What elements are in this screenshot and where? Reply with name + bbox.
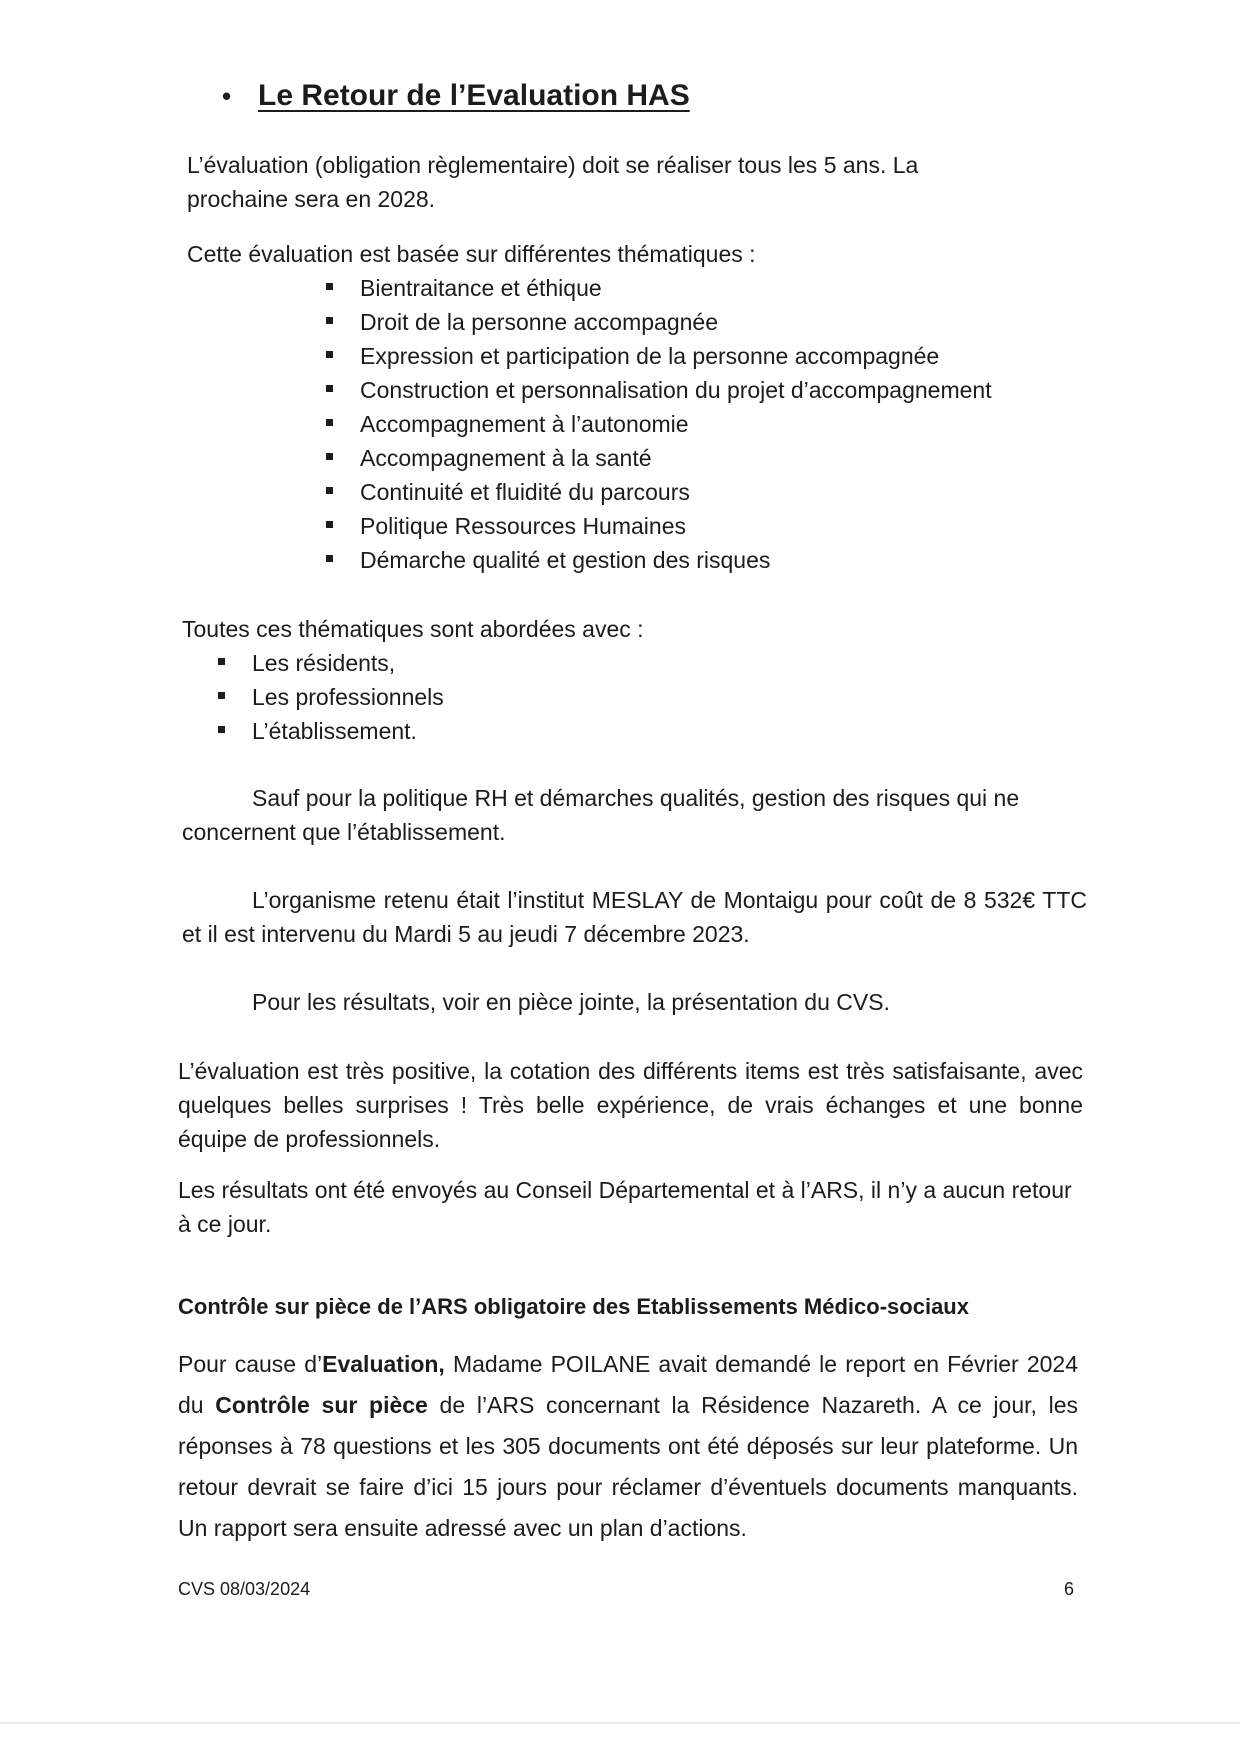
- list-item: Construction et personnalisation du projet d’accompagnement: [324, 373, 992, 407]
- list-item: Les résidents,: [216, 646, 444, 680]
- list-item: Accompagnement à la santé: [324, 441, 992, 475]
- control-paragraph: [178, 1344, 1078, 1549]
- list-item: Démarche qualité et gestion des risques: [324, 543, 992, 577]
- footer-date: CVS 08/03/2024: [178, 1579, 311, 1599]
- organisme-paragraph: L’organisme retenu était l’institut MESLAY de Montaigu pour coût de 8 532€ TTC et il est intervenu du Mardi 5 au jeudi 7 décembre 2023.: [182, 887, 1087, 947]
- themes-list: [324, 271, 992, 577]
- except-paragraph: Sauf pour la politique RH et démarches qualités, gestion des risques qui ne concernent que l’établissement.: [182, 785, 1020, 845]
- page-number: 6: [1064, 1579, 1075, 1599]
- with-intro: Toutes ces thématiques sont abordées avec :: [182, 616, 644, 642]
- intro-paragraph: L’évaluation (obligation règlementaire) doit se réaliser tous les 5 ans. La prochaine sera en 2028.: [187, 152, 919, 212]
- list-item: Continuité et fluidité du parcours: [324, 475, 992, 509]
- positive-paragraph: L’évaluation est très positive, la cotation des différents items est très satisfaisante, avec quelques belles surprises ! Très belle expérience, de vrais échanges et une bonne équipe de professionnels.: [178, 1058, 1083, 1152]
- list-item: Droit de la personne accompagnée: [324, 305, 992, 339]
- control-bold-evaluation: Evaluation,: [322, 1351, 445, 1377]
- bullet-icon: •: [222, 81, 232, 111]
- list-item: L’établissement.: [216, 714, 444, 748]
- list-item: Les professionnels: [216, 680, 444, 714]
- list-item: Accompagnement à l’autonomie: [324, 407, 992, 441]
- control-text-1: Pour cause d’: [178, 1351, 323, 1377]
- page-title: Le Retour de l’Evaluation HAS: [258, 79, 690, 112]
- list-item: Bientraitance et éthique: [324, 271, 992, 305]
- themes-intro: Cette évaluation est basée sur différentes thématiques :: [187, 241, 756, 267]
- control-heading: Contrôle sur pièce de l’ARS obligatoire des Etablissements Médico-sociaux: [178, 1294, 969, 1319]
- control-bold-controle: Contrôle sur pièce: [215, 1392, 428, 1418]
- section-heading: [222, 78, 690, 114]
- page-edge-line: [0, 1722, 1240, 1724]
- participants-list: [216, 646, 444, 748]
- results-paragraph: Pour les résultats, voir en pièce jointe, la présentation du CVS.: [252, 989, 890, 1015]
- list-item: Expression et participation de la personne accompagnée: [324, 339, 992, 373]
- list-item: Politique Ressources Humaines: [324, 509, 992, 543]
- sent-paragraph: Les résultats ont été envoyés au Conseil Départemental et à l’ARS, il n’y a aucun retour à ce jour.: [178, 1177, 1072, 1237]
- control-text-2: Madame POILANE avait demandé le report en Février 2024 du: [178, 1351, 1078, 1418]
- control-text-3: de l’ARS concernant la Résidence Nazareth. A ce jour, les réponses à 78 questions et les 305 documents ont été déposés sur leur plateforme. Un retour devrait se faire d’ici 15 jours pour réclamer d’éventuels documents manquants. Un rapport sera ensuite adressé avec un plan d’actions.: [178, 1392, 1079, 1541]
